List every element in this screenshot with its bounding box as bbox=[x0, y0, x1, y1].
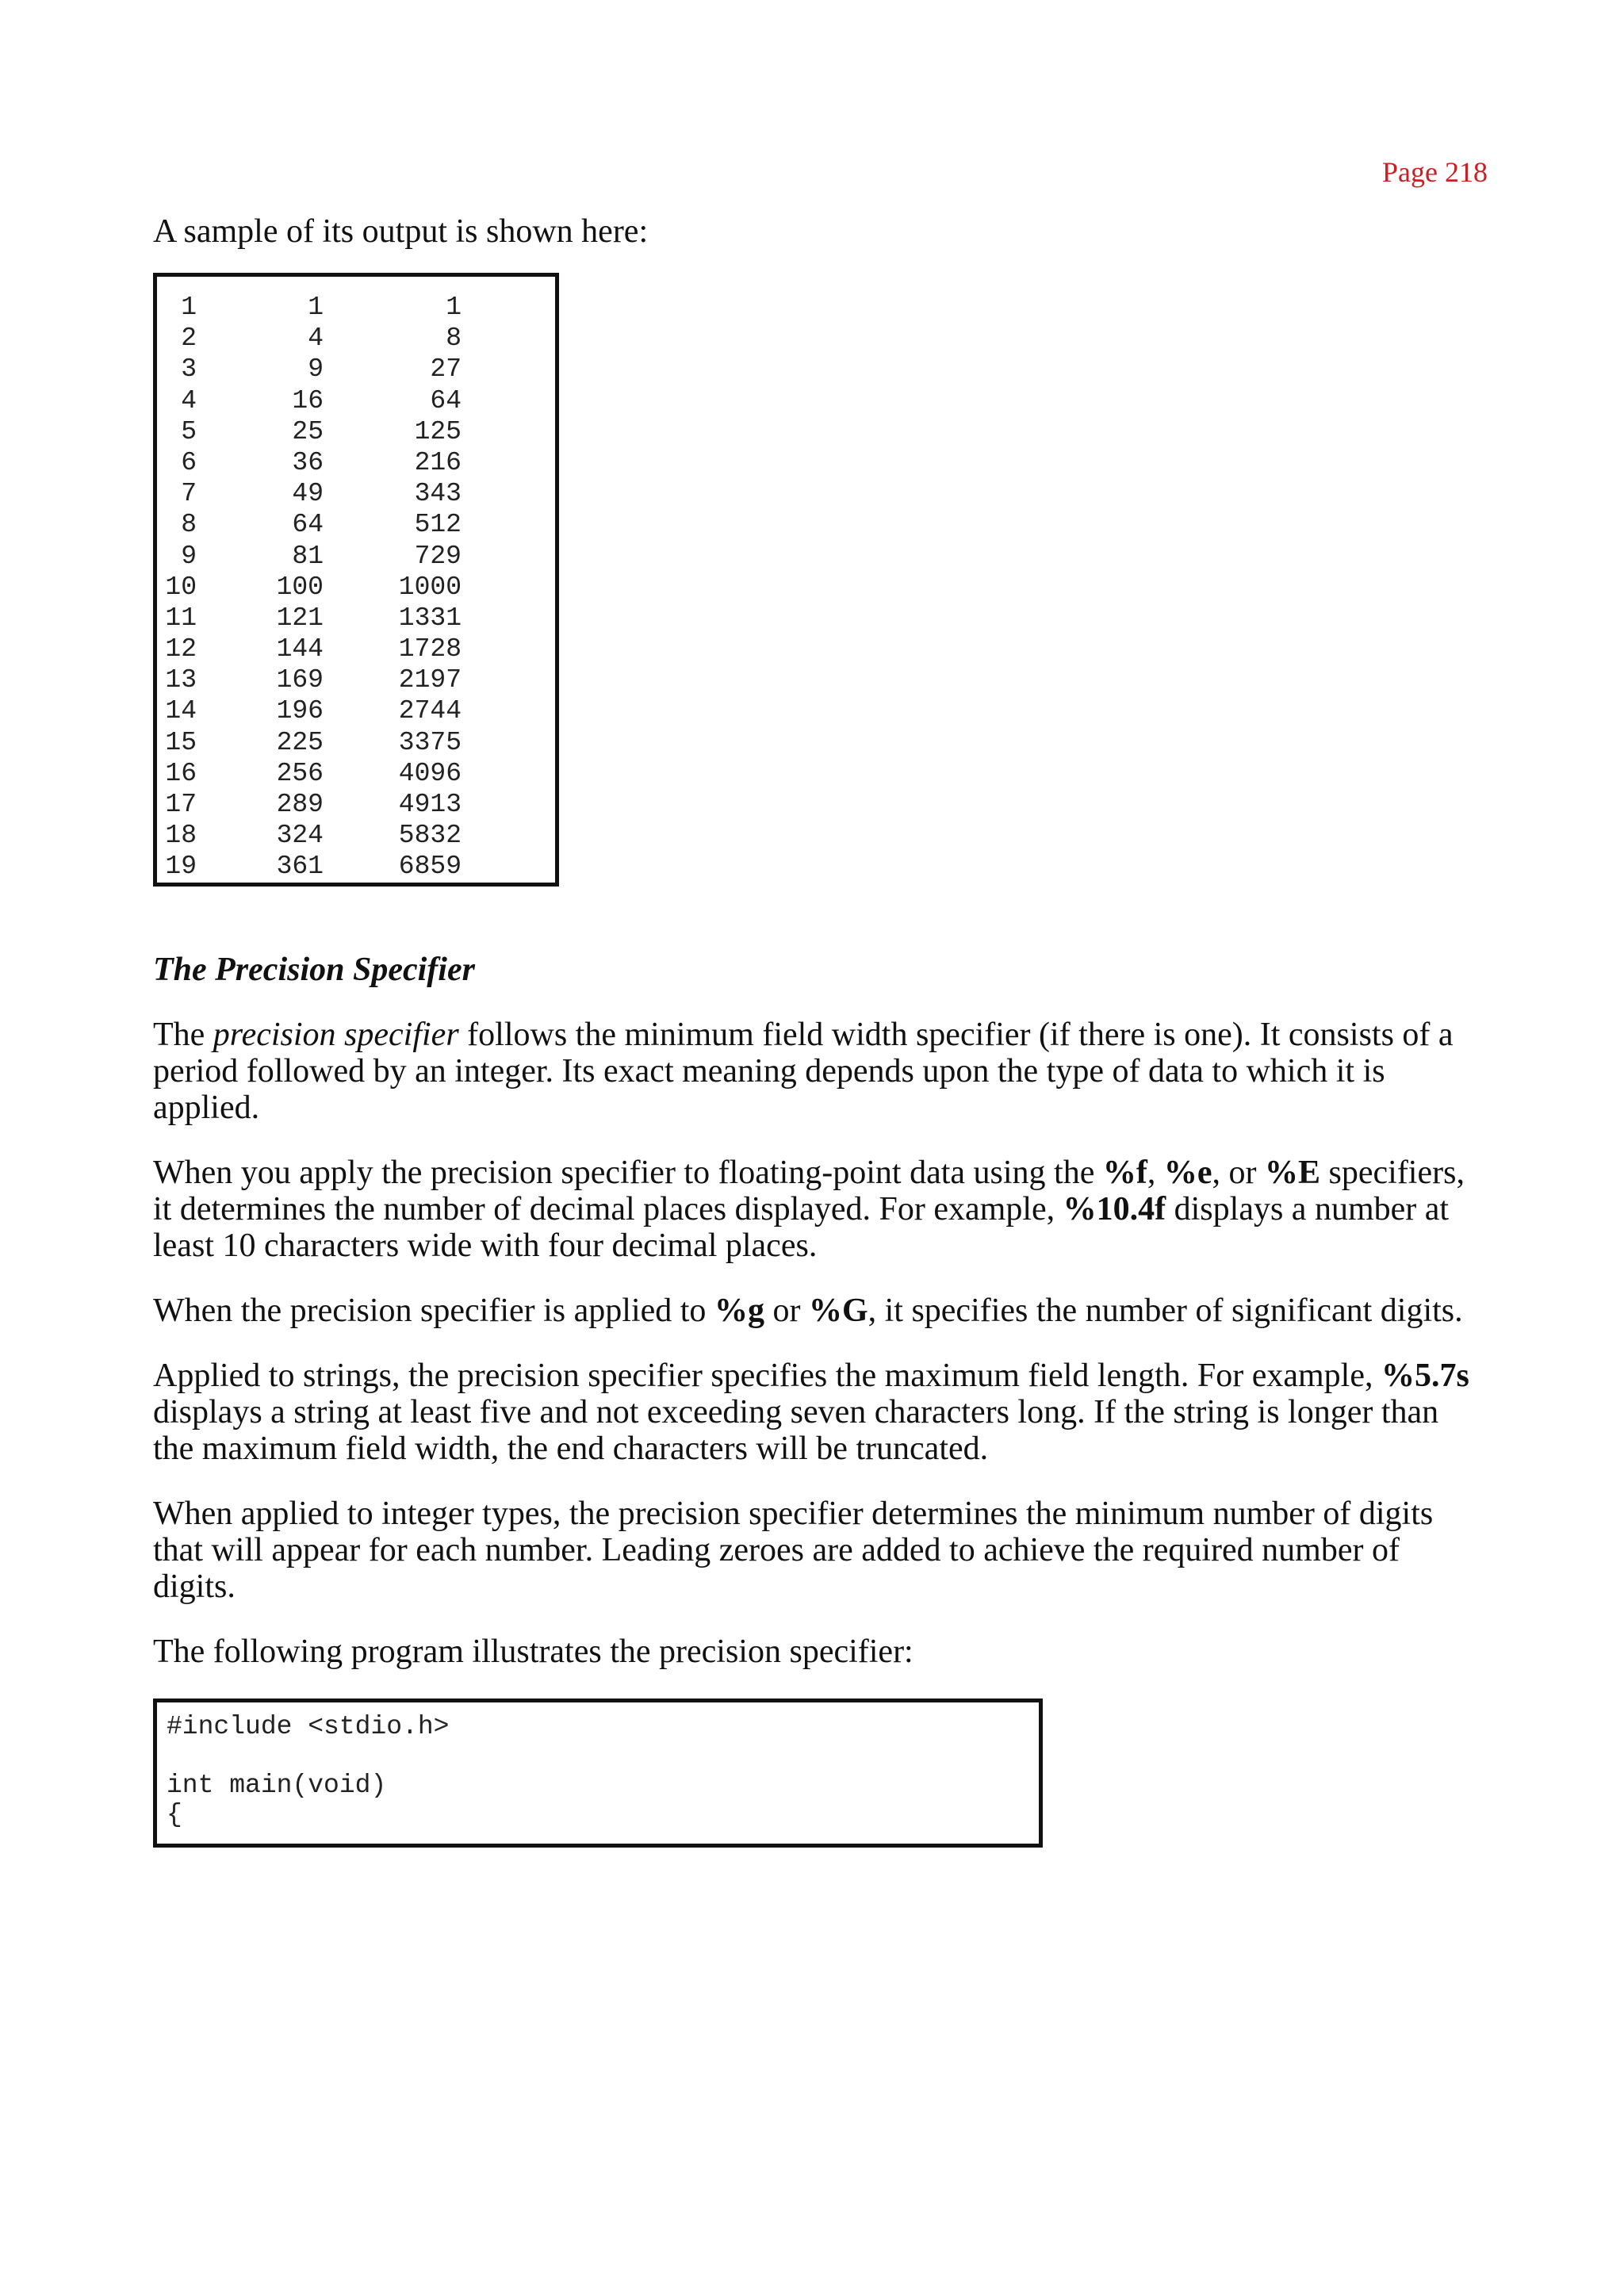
output-n: 2 bbox=[181, 324, 197, 354]
output-n: 11 bbox=[165, 603, 197, 633]
output-row bbox=[165, 541, 546, 572]
output-row bbox=[165, 727, 546, 758]
output-n: 16 bbox=[165, 758, 197, 788]
output-cube: 343 bbox=[414, 479, 462, 509]
output-row bbox=[165, 323, 546, 354]
output-cube: 4913 bbox=[398, 790, 462, 819]
paragraph-text: When applied to integer types, the precision specifier determines the minimum number of digits that will appear for each number. Leading zeroes are added to achieve the required number of digits. bbox=[153, 1496, 1434, 1605]
output-square: 100 bbox=[276, 572, 324, 602]
output-row bbox=[165, 758, 546, 789]
output-cube: 216 bbox=[414, 447, 462, 477]
output-n: 18 bbox=[165, 821, 197, 851]
output-cube: 6859 bbox=[398, 852, 462, 882]
output-n: 1 bbox=[181, 293, 197, 322]
output-rows bbox=[165, 292, 546, 883]
output-row bbox=[165, 634, 546, 664]
code-line: { bbox=[167, 1800, 182, 1829]
paragraph bbox=[153, 1633, 1485, 1670]
format-specifier: %E bbox=[1265, 1155, 1321, 1191]
format-specifier: %f bbox=[1102, 1155, 1147, 1191]
output-square: 16 bbox=[292, 385, 324, 416]
output-square: 81 bbox=[292, 541, 324, 571]
output-n: 14 bbox=[165, 696, 197, 726]
code-line: #include <stdio.h> bbox=[167, 1712, 450, 1741]
emphasis-text: precision specifier bbox=[213, 1017, 459, 1053]
output-square: 64 bbox=[292, 510, 324, 540]
output-row bbox=[165, 416, 546, 447]
code-line: int main(void) bbox=[167, 1771, 387, 1800]
paragraph-text: specifiers, it determines the number of decimal places displayed. For example, bbox=[153, 1155, 1465, 1227]
output-cube: 1728 bbox=[398, 634, 462, 664]
output-square: 225 bbox=[276, 727, 324, 757]
output-n: 5 bbox=[181, 416, 197, 446]
output-n: 7 bbox=[181, 479, 197, 509]
intro-text: A sample of its output is shown here: bbox=[153, 213, 649, 250]
paragraph bbox=[153, 1496, 1485, 1605]
output-row bbox=[165, 572, 546, 603]
output-row bbox=[165, 664, 546, 695]
output-n: 8 bbox=[181, 510, 197, 540]
output-row bbox=[165, 695, 546, 726]
output-cube: 1 bbox=[446, 293, 462, 322]
page-number: Page 218 bbox=[1382, 156, 1488, 188]
output-n: 9 bbox=[181, 541, 197, 571]
paragraph-text: , bbox=[1147, 1155, 1164, 1191]
output-n: 19 bbox=[165, 852, 197, 882]
paragraph-text: When the precision specifier is applied to bbox=[153, 1293, 714, 1329]
paragraph-text: When you apply the precision specifier to floating-point data using the bbox=[153, 1155, 1103, 1191]
paragraph-text: Applied to strings, the precision specifier specifies the maximum field length. For example, bbox=[153, 1358, 1381, 1394]
output-row bbox=[165, 820, 546, 851]
output-n: 6 bbox=[181, 447, 197, 477]
output-square: 144 bbox=[276, 634, 324, 664]
output-row bbox=[165, 603, 546, 634]
output-row bbox=[165, 789, 546, 820]
output-square: 289 bbox=[276, 790, 324, 819]
output-row bbox=[165, 292, 546, 323]
output-n: 17 bbox=[165, 790, 197, 819]
format-specifier: %5.7s bbox=[1381, 1358, 1469, 1394]
page-content bbox=[153, 211, 1485, 1848]
output-row bbox=[165, 447, 546, 478]
paragraph-text: or bbox=[764, 1293, 809, 1329]
output-cube: 4096 bbox=[398, 758, 462, 788]
output-square: 36 bbox=[292, 447, 324, 477]
output-cube: 2197 bbox=[398, 665, 462, 695]
output-cube: 8 bbox=[446, 324, 462, 354]
paragraph bbox=[153, 1155, 1485, 1264]
output-cube: 27 bbox=[430, 354, 462, 385]
output-n: 13 bbox=[165, 665, 197, 695]
output-row bbox=[165, 851, 546, 882]
format-specifier: %G bbox=[808, 1293, 868, 1329]
paragraph-text: follows the minimum field width specifier (if there is one). It consists of a period followed by an integer. Its exact meaning depends upon the type of data to which it is applied. bbox=[153, 1017, 1454, 1126]
format-specifier: %e bbox=[1163, 1155, 1212, 1191]
output-n: 12 bbox=[165, 634, 197, 664]
output-cube: 64 bbox=[430, 385, 462, 416]
output-cube: 5832 bbox=[398, 821, 462, 851]
output-cube: 3375 bbox=[398, 727, 462, 757]
output-cube: 729 bbox=[414, 541, 462, 571]
paragraph-text: displays a string at least five and not exceeding seven characters long. If the string is longer than the maximum field width, the end characters will be truncated. bbox=[153, 1394, 1439, 1467]
output-square: 121 bbox=[276, 603, 324, 633]
output-n: 4 bbox=[181, 385, 197, 416]
sample-output-box bbox=[153, 273, 559, 887]
paragraph-text: The following program illustrates the precision specifier: bbox=[153, 1633, 914, 1670]
format-specifier: %g bbox=[714, 1293, 764, 1329]
output-n: 10 bbox=[165, 572, 197, 602]
code-listing-box bbox=[153, 1698, 1043, 1848]
output-row bbox=[165, 354, 546, 385]
output-square: 361 bbox=[276, 852, 324, 882]
format-specifier: %10.4f bbox=[1063, 1191, 1166, 1227]
output-square: 169 bbox=[276, 665, 324, 695]
output-square: 25 bbox=[292, 416, 324, 446]
output-cube: 125 bbox=[414, 416, 462, 446]
output-row bbox=[165, 478, 546, 509]
paragraph-text: displays a number at least 10 characters wide with four decimal places. bbox=[153, 1191, 1450, 1264]
output-square: 256 bbox=[276, 758, 324, 788]
output-cube: 2744 bbox=[398, 696, 462, 726]
output-square: 324 bbox=[276, 821, 324, 851]
paragraph-text: The bbox=[153, 1017, 213, 1053]
paragraph bbox=[153, 1017, 1485, 1126]
output-square: 196 bbox=[276, 696, 324, 726]
code-line bbox=[167, 1741, 1039, 1771]
body-paragraphs bbox=[153, 1017, 1485, 1670]
output-row bbox=[165, 385, 546, 416]
output-square: 4 bbox=[308, 324, 324, 354]
output-cube: 1000 bbox=[398, 572, 462, 602]
output-square: 9 bbox=[308, 354, 324, 385]
paragraph-text: , it specifies the number of significant digits. bbox=[868, 1293, 1463, 1329]
output-cube: 512 bbox=[414, 510, 462, 540]
output-row bbox=[165, 509, 546, 540]
paragraph bbox=[153, 1358, 1485, 1467]
output-n: 3 bbox=[181, 354, 197, 385]
paragraph bbox=[153, 1293, 1485, 1329]
output-square: 1 bbox=[308, 293, 324, 322]
output-cube: 1331 bbox=[398, 603, 462, 633]
paragraph-text: , or bbox=[1212, 1155, 1265, 1191]
section-heading: The Precision Specifier bbox=[153, 952, 475, 988]
output-n: 15 bbox=[165, 727, 197, 757]
output-square: 49 bbox=[292, 479, 324, 509]
